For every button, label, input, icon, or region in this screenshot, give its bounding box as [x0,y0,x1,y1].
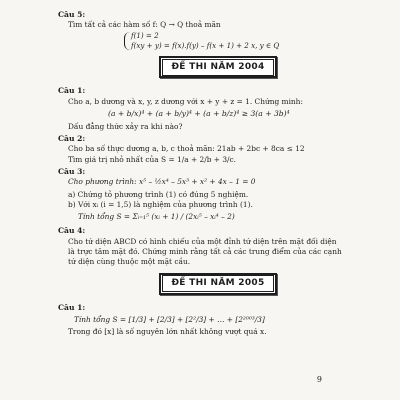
exam-year-banner-2005 [159,273,277,295]
question-text: Tìm tất cả các hàm số f: Q → Q thoả mãn [68,20,221,30]
equation: Cho phương trình: x⁵ – ½x⁴ – 5x³ + x² + 4x – 1 = 0 [68,177,256,187]
system-line: f(xy + y) = f(x).f(y) – f(x + 1) + 2 x, y ∈ Q [131,40,280,50]
question-title: Câu 2: [58,133,86,143]
question-text: tứ diện cùng thuộc một mặt cầu. [68,257,191,267]
exam-year-banner-2004 [159,56,277,78]
page-content [58,10,378,338]
question-part: b) Với xᵢ (i = 1,5) là nghiệm của phương trình (1). [68,199,253,209]
sum-expression: Tính tổng S = Σᵢ₌₁⁵ (xᵢ + 1) / (2xᵢ⁵ – xᵢ⁴ – 2) [78,212,235,222]
question-title: Câu 1: [58,86,86,96]
question-title: Câu 3: [58,166,86,176]
question-title: Câu 1: [58,302,86,312]
banner-label: ĐỀ THI NĂM 2005 [162,275,273,292]
question-title: Câu 4: [58,226,86,236]
banner-label: ĐỀ THI NĂM 2004 [162,59,273,76]
question-text: là trực tâm mặt đó. Chứng minh rằng tất cả các trung điểm của các cạnh [68,247,342,257]
sum-expression: Tính tổng S = [1/3] + [2/3] + [2²/3] + … + [2²⁰⁰³/3] [74,315,265,325]
question-text: Trong đó [x] là số nguyên lớn nhất không vượt quá x. [68,327,267,337]
question-text: Cho ba số thực dương a, b, c thoả mãn: 21ab + 2bc + 8ca ≤ 12 [68,144,305,154]
question-title: Câu 5: [58,10,86,19]
inequality: (a + b/x)⁴ + (a + b/y)⁴ + (a + b/z)⁴ ≥ 3(a + 3b)⁴ [108,109,290,119]
functional-equation-system [124,32,291,51]
question-text: Cho a, b dương và x, y, z dương với x + y + z = 1. Chứng minh: [68,96,303,106]
page-number: 9 [316,375,322,384]
question-part: a) Chứng tỏ phương trình (1) có đúng 5 nghiệm. [68,189,249,199]
system-line: f(1) = 2 [131,30,159,40]
question-text: Dấu đẳng thức xảy ra khi nào? [68,121,183,131]
question-text: Tìm giá trị nhỏ nhất của S = 1/a + 2/b + 3/c. [68,154,236,164]
question-text: Cho tứ diện ABCD có hình chiếu của một đỉnh tứ diện trên mặt đối diện [68,236,337,246]
